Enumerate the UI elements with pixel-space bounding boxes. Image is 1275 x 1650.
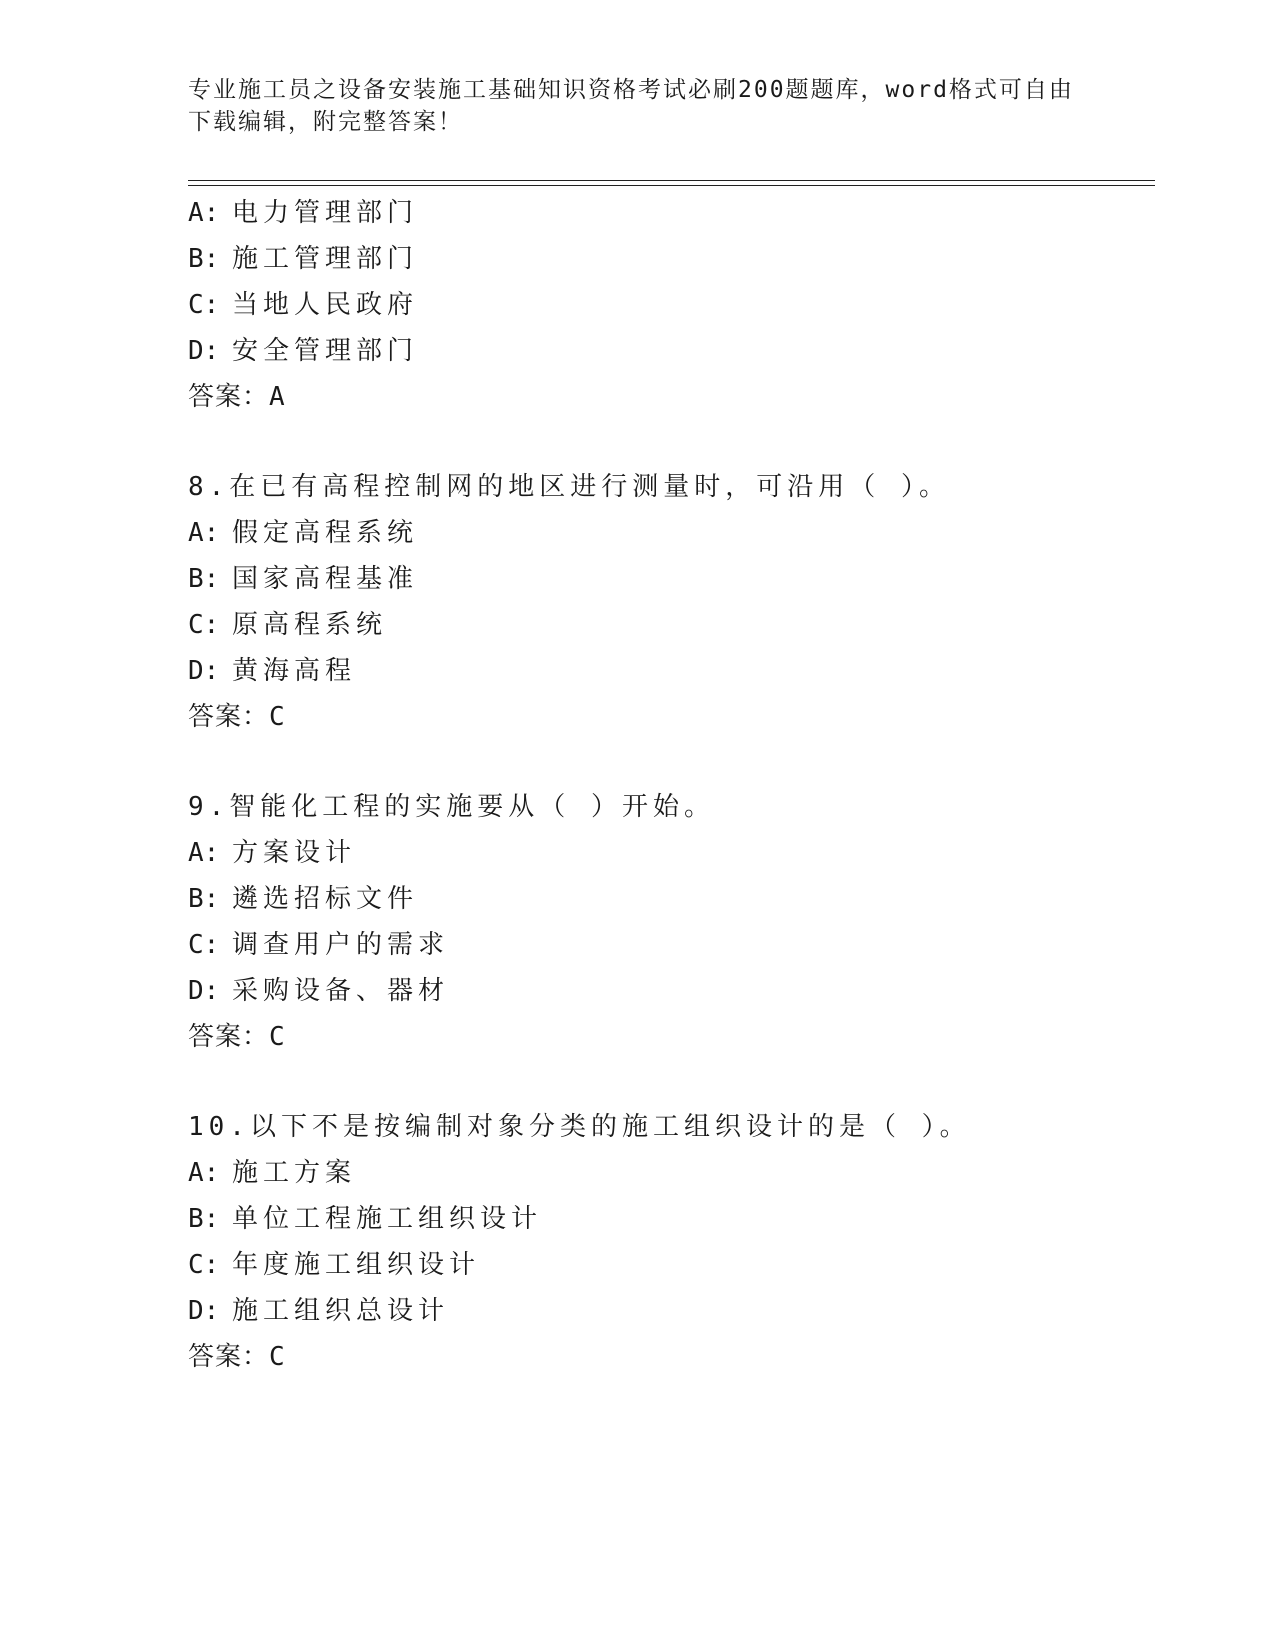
answer-line: 答案：C: [188, 1342, 286, 1372]
option-text: 安全管理部门: [232, 336, 419, 366]
option-letter: A:: [188, 1158, 220, 1188]
question-text: 8.在已有高程控制网的地区进行测量时，可沿用（ ）。: [188, 472, 950, 502]
option-b: [188, 1196, 1148, 1242]
option-text: 采购设备、器材: [232, 976, 450, 1006]
option-d: [188, 1288, 1148, 1334]
option-d: [188, 968, 1148, 1014]
option-letter: A:: [188, 518, 220, 548]
question-text: 9.智能化工程的实施要从（ ）开始。: [188, 792, 715, 822]
option-b: [188, 236, 1148, 282]
option-letter: B:: [188, 884, 220, 914]
option-b: [188, 876, 1148, 922]
question-block-9: [188, 784, 1148, 1060]
option-letter: D:: [188, 656, 220, 686]
option-text: 遴选招标文件: [232, 884, 419, 914]
option-letter: A:: [188, 838, 220, 868]
option-letter: C:: [188, 930, 220, 960]
option-letter: B:: [188, 244, 220, 274]
option-letter: D:: [188, 976, 220, 1006]
option-d: [188, 648, 1148, 694]
option-text: 单位工程施工组织设计: [232, 1204, 543, 1234]
option-c: [188, 922, 1148, 968]
option-letter: C:: [188, 1250, 220, 1280]
option-text: 调查用户的需求: [232, 930, 450, 960]
option-letter: C:: [188, 610, 220, 640]
option-text: 当地人民政府: [232, 290, 419, 320]
header-line-1: 专业施工员之设备安装施工基础知识资格考试必刷200题题库，word格式可自由: [188, 77, 1074, 103]
option-text: 方案设计: [232, 838, 357, 868]
option-text: 施工方案: [232, 1158, 357, 1188]
question-block-8: [188, 464, 1148, 740]
option-c: [188, 1242, 1148, 1288]
option-a: [188, 1150, 1148, 1196]
block-spacer: [188, 740, 1148, 784]
option-letter: D:: [188, 1296, 220, 1326]
option-d: [188, 328, 1148, 374]
option-text: 假定高程系统: [232, 518, 419, 548]
option-b: [188, 556, 1148, 602]
option-text: 电力管理部门: [232, 198, 419, 228]
question-block-10: [188, 1104, 1148, 1380]
option-letter: D:: [188, 336, 220, 366]
answer-line: 答案：A: [188, 382, 286, 412]
option-c: [188, 282, 1148, 328]
header-line-2: 下载编辑，附完整答案！: [188, 109, 463, 135]
option-letter: B:: [188, 564, 220, 594]
document-header: [188, 74, 1074, 138]
option-text: 黄海高程: [232, 656, 357, 686]
block-spacer: [188, 1060, 1148, 1104]
option-text: 原高程系统: [232, 610, 388, 640]
answer-line: 答案：C: [188, 702, 286, 732]
answer-line: 答案：C: [188, 1022, 286, 1052]
option-a: [188, 830, 1148, 876]
option-letter: B:: [188, 1204, 220, 1234]
option-text: 国家高程基准: [232, 564, 419, 594]
option-text: 年度施工组织设计: [232, 1250, 481, 1280]
question-block-7: [188, 190, 1148, 420]
block-spacer: [188, 420, 1148, 464]
header-divider-top: [188, 180, 1155, 181]
option-c: [188, 602, 1148, 648]
option-a: [188, 190, 1148, 236]
question-list: [188, 190, 1148, 1380]
option-text: 施工组织总设计: [232, 1296, 450, 1326]
option-text: 施工管理部门: [232, 244, 419, 274]
question-text: 10.以下不是按编制对象分类的施工组织设计的是（ ）。: [188, 1112, 971, 1142]
option-letter: A:: [188, 198, 220, 228]
option-letter: C:: [188, 290, 220, 320]
header-divider-bottom: [188, 185, 1155, 186]
option-a: [188, 510, 1148, 556]
